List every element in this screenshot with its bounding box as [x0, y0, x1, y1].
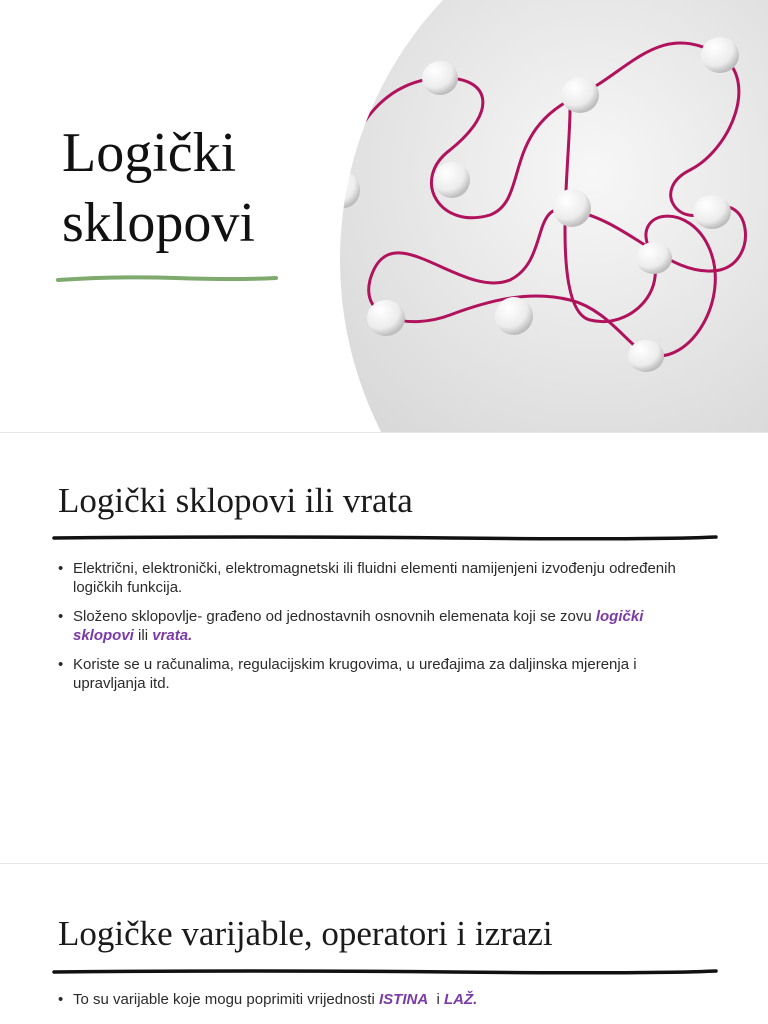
bullet-text: Složeno sklopovlje- građeno od jednostavnih osnovnih elemenata koji se zovu [73, 608, 596, 625]
bullet-text: To su varijable koje mogu poprimiti vrijednosti [73, 991, 379, 1008]
slide-heading: Logički sklopovi ili vrata [58, 481, 413, 520]
bullet-text: Koriste se u računalima, regulacijskim krugovima, u uređajima za daljinska mjerenja i upravljanja itd. [73, 656, 637, 692]
bullet-list [58, 559, 698, 703]
slide-title [62, 118, 255, 258]
title-underline [56, 272, 278, 286]
heading-rule [52, 533, 718, 543]
emphasis-text: LAŽ. [444, 991, 478, 1008]
bullet-text: Električni, elektronički, elektromagnetski ili fluidni elementi namijenjeni izvođenju određenih logičkih funkcija. [73, 560, 676, 596]
emphasis-text: ISTINA [378, 991, 429, 1008]
bullet-item [58, 559, 698, 597]
bullet-item [58, 607, 698, 645]
bullet-item [58, 655, 698, 693]
emphasis-text: logički sklopovi [73, 608, 644, 644]
content-slide-gates [0, 433, 768, 863]
heading-rule [52, 967, 718, 977]
title-slide [0, 0, 768, 432]
bullet-item [58, 990, 698, 1009]
title-line-2: sklopovi [62, 192, 255, 254]
bullet-text: ili [133, 627, 153, 644]
bullet-text: i [428, 991, 444, 1008]
bullet-list [58, 990, 698, 1019]
title-line-1: Logički [62, 122, 237, 184]
slide-heading: Logičke varijable, operatori i izrazi [58, 914, 553, 953]
content-slide-variables [0, 864, 768, 1024]
network-illustration [330, 0, 768, 432]
emphasis-text: vrata. [152, 627, 193, 644]
